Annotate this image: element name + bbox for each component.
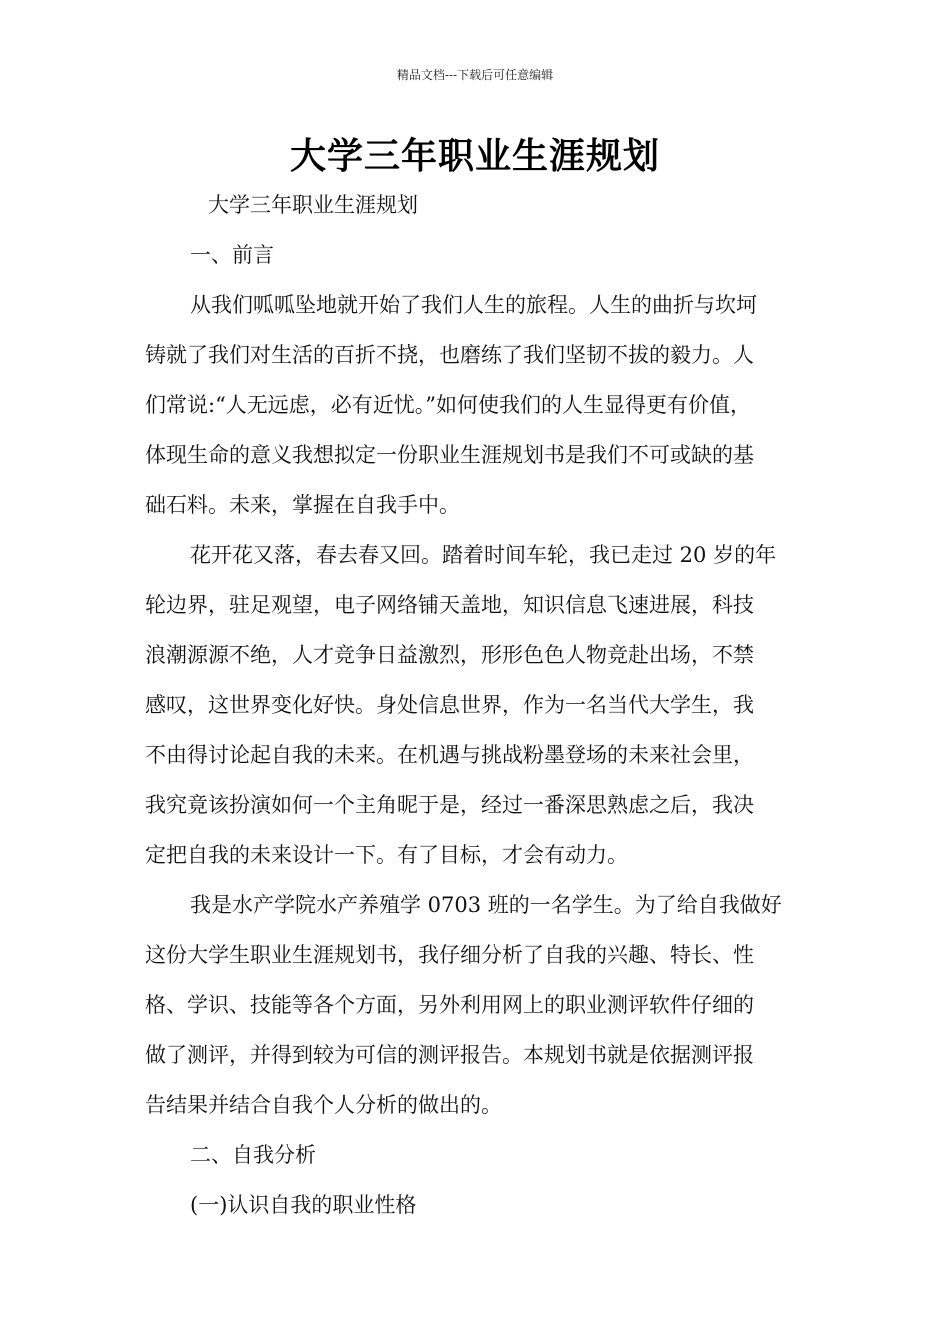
document-title: 大学三年职业生涯规划 [289,136,660,177]
paragraph-line: 告结果并结合自我个人分析的做出的。 [145,1093,502,1117]
paragraph-line: 感叹，这世界变化好快。身处信息世界，作为一名当代大学生，我 [145,693,754,717]
paragraph-line: 我是水产学院水产养殖学 0703 班的一名学生。为了给自我做好 [190,893,782,917]
paragraph-line: 做了测评，并得到较为可信的测评报告。本规划书就是依据测评报 [145,1043,754,1067]
paragraph-line: 体现生命的意义我想拟定一份职业生涯规划书是我们不可或缺的基 [145,443,754,467]
paragraph-line: 不由得讨论起自我的未来。在机遇与挑战粉墨登场的未来社会里， [145,743,754,767]
paragraph-line: 花开花又落，春去春又回。踏着时间车轮，我已走过 20 岁的年 [190,543,777,567]
document-body [145,180,825,1230]
paragraph-line: 础石料。未来，掌握在自我手中。 [145,493,460,517]
paragraph-line: 从我们呱呱坠地就开始了我们人生的旅程。人生的曲折与坎坷 [190,293,757,317]
paragraph-line: 们常说:“人无远虑，必有近忧。”如何使我们的人生显得更有价值， [145,393,752,417]
header-note: 精品文档---下载后可任意编辑 [396,68,554,82]
subtitle-line: 大学三年职业生涯规划 [208,193,418,217]
paragraph-line: 这份大学生职业生涯规划书，我仔细分析了自我的兴趣、特长、性 [145,943,754,967]
paragraph-line: 铸就了我们对生活的百折不挠，也磨练了我们坚韧不拔的毅力。人 [145,343,754,367]
section-heading-self-analysis: 二、自我分析 [190,1143,316,1167]
subsection-heading: (一)认识自我的职业性格 [190,1193,417,1217]
section-heading-preface: 一、前言 [190,243,274,267]
paragraph-line: 轮边界，驻足观望，电子网络铺天盖地，知识信息飞速进展，科技 [145,593,754,617]
paragraph-line: 定把自我的未来设计一下。有了目标，才会有动力。 [145,843,628,867]
paragraph-line: 浪潮源源不绝，人才竞争日益激烈，形形色色人物竞赴出场，不禁 [145,643,754,667]
paragraph-line: 我究竟该扮演如何一个主角昵于是，经过一番深思熟虑之后，我决 [145,793,754,817]
paragraph-line: 格、学识、技能等各个方面，另外利用网上的职业测评软件仔细的 [145,993,754,1017]
